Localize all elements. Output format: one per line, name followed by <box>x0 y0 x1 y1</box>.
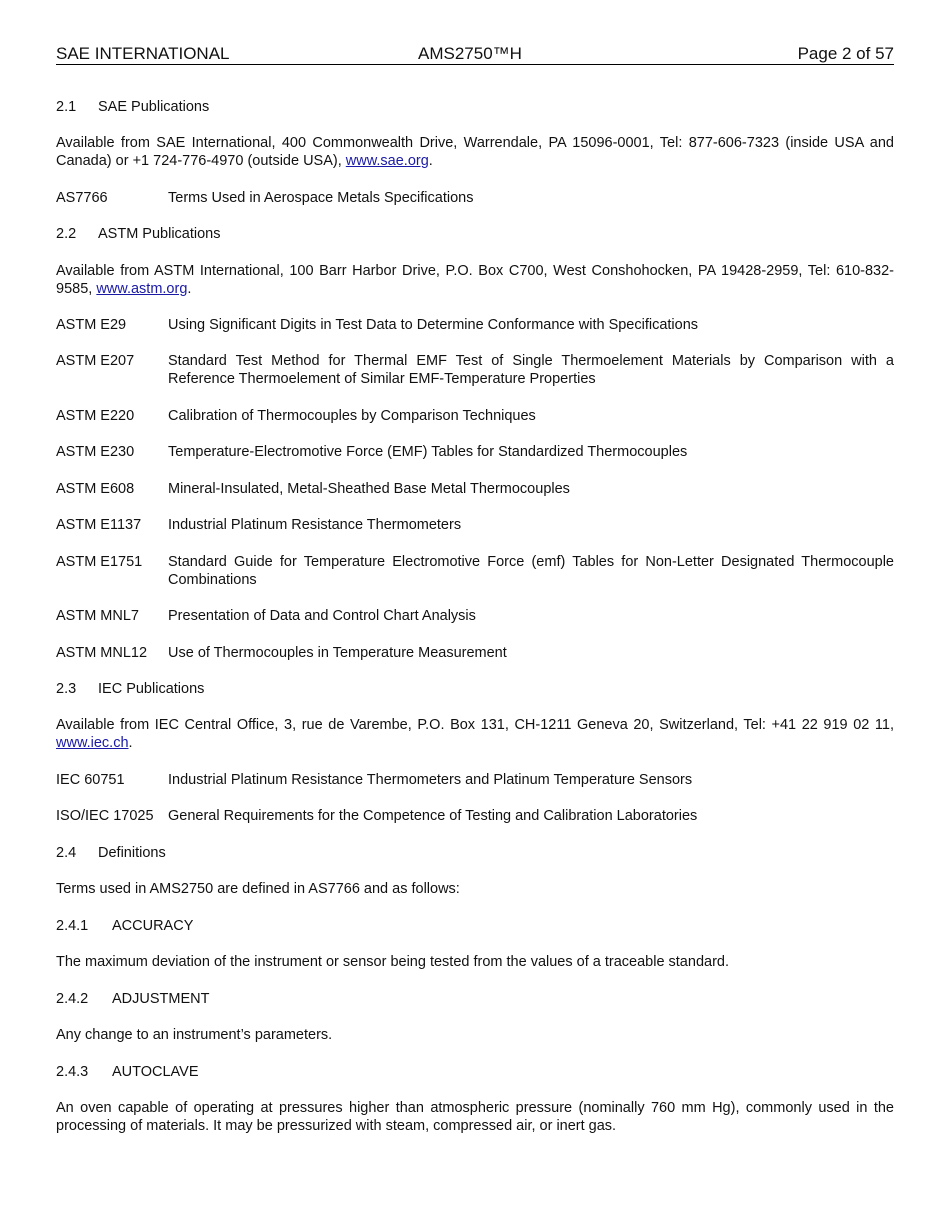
section-title: ASTM Publications <box>98 226 221 242</box>
definition-term: AUTOCLAVE <box>112 1064 199 1080</box>
section-number: 2.2 <box>56 226 77 242</box>
section-title: Definitions <box>98 845 166 861</box>
reference-description: Presentation of Data and Control Chart Analysis <box>168 608 476 624</box>
reference-description: Standard Guide for Temperature Electromotive Force (emf) Tables for Non-Letter Designated Thermocouple Combinations <box>168 554 894 588</box>
section-title: IEC Publications <box>98 681 205 697</box>
iec-website-link[interactable]: www.iec.ch <box>56 735 129 751</box>
header-doc-id: AMS2750™H <box>418 44 522 63</box>
section-number: 2.3 <box>56 681 77 697</box>
section-heading-2-3 <box>56 680 894 698</box>
definition-term: ADJUSTMENT <box>112 991 210 1007</box>
header-page-number: Page 2 of 57 <box>797 44 894 63</box>
definition-term: ACCURACY <box>112 918 194 934</box>
reference-description: Calibration of Thermocouples by Comparison Techniques <box>168 408 536 424</box>
reference-row <box>56 553 894 589</box>
reference-code: AS7766 <box>56 190 108 206</box>
reference-code: ASTM MNL7 <box>56 608 139 624</box>
definitions-intro: Terms used in AMS2750 are defined in AS7766 and as follows: <box>56 881 460 897</box>
section-heading-2-4 <box>56 844 894 862</box>
reference-code: ASTM E608 <box>56 481 135 497</box>
reference-row <box>56 516 894 534</box>
reference-row <box>56 807 894 825</box>
sae-availability-paragraph: Available from SAE International, 400 Commonwealth Drive, Warrendale, PA 15096-0001, Tel: 877-606-7323 (inside USA and Canada) or +1 724-776-4970 (outside USA), www.sae.org. <box>56 135 894 169</box>
reference-code: IEC 60751 <box>56 772 125 788</box>
reference-row <box>56 480 894 498</box>
reference-code: ASTM E230 <box>56 444 135 460</box>
definition-text: An oven capable of operating at pressures higher than atmospheric pressure (nominally 760 mm Hg), commonly used in the processing of materials. It may be pressurized with steam, compressed air, or inert gas. <box>56 1100 894 1134</box>
reference-row <box>56 443 894 461</box>
definition-number: 2.4.3 <box>56 1064 89 1080</box>
definition-number: 2.4.2 <box>56 991 89 1007</box>
reference-row <box>56 189 894 207</box>
definition-text: Any change to an instrument’s parameters. <box>56 1027 333 1043</box>
reference-description: Standard Test Method for Thermal EMF Test of Single Thermoelement Materials by Comparison with a Reference Thermoelement of Similar EMF-Temperature Properties <box>168 353 894 387</box>
reference-row <box>56 352 894 388</box>
iec-availability-paragraph: Available from IEC Central Office, 3, rue de Varembe, P.O. Box 131, CH-1211 Geneva 20, Switzerland, Tel: +41 22 919 02 11, www.iec.ch. <box>56 717 894 751</box>
reference-description: Use of Thermocouples in Temperature Measurement <box>168 645 507 661</box>
section-number: 2.1 <box>56 99 77 115</box>
section-heading-2-1 <box>56 98 894 116</box>
reference-code: ASTM E207 <box>56 353 135 369</box>
reference-description: Using Significant Digits in Test Data to Determine Conformance with Specifications <box>168 317 699 333</box>
section-number: 2.4 <box>56 845 77 861</box>
reference-code: ISO/IEC 17025 <box>56 808 154 824</box>
reference-code: ASTM E29 <box>56 317 127 333</box>
reference-row <box>56 607 894 625</box>
reference-description: Temperature-Electromotive Force (EMF) Tables for Standardized Thermocouples <box>168 444 688 460</box>
definition-text: The maximum deviation of the instrument or sensor being tested from the values of a traceable standard. <box>56 954 729 970</box>
reference-description: Industrial Platinum Resistance Thermometers and Platinum Temperature Sensors <box>168 772 693 788</box>
reference-code: ASTM E1751 <box>56 554 143 570</box>
definition-number: 2.4.1 <box>56 918 89 934</box>
header-org: SAE INTERNATIONAL <box>56 44 230 63</box>
reference-row <box>56 407 894 425</box>
reference-row <box>56 771 894 789</box>
reference-code: ASTM MNL12 <box>56 645 148 661</box>
astm-website-link[interactable]: www.astm.org <box>96 281 188 297</box>
reference-row <box>56 644 894 662</box>
reference-code: ASTM E1137 <box>56 517 142 533</box>
astm-availability-paragraph: Available from ASTM International, 100 Barr Harbor Drive, P.O. Box C700, West Conshohocken, PA 19428-2959, Tel: 610-832-9585, www.astm.org. <box>56 263 894 297</box>
definition-heading-adjustment <box>56 990 894 1008</box>
definition-heading-autoclave <box>56 1063 894 1081</box>
reference-description: Terms Used in Aerospace Metals Specifications <box>168 190 474 206</box>
sae-website-link[interactable]: www.sae.org <box>345 153 429 169</box>
reference-row <box>56 316 894 334</box>
section-title: SAE Publications <box>98 99 210 115</box>
reference-description: General Requirements for the Competence of Testing and Calibration Laboratories <box>168 808 698 824</box>
reference-code: ASTM E220 <box>56 408 135 424</box>
reference-description: Mineral-Insulated, Metal-Sheathed Base Metal Thermocouples <box>168 481 570 497</box>
definition-heading-accuracy <box>56 917 894 935</box>
page-header <box>56 44 894 65</box>
section-heading-2-2 <box>56 225 894 243</box>
reference-description: Industrial Platinum Resistance Thermometers <box>168 517 462 533</box>
